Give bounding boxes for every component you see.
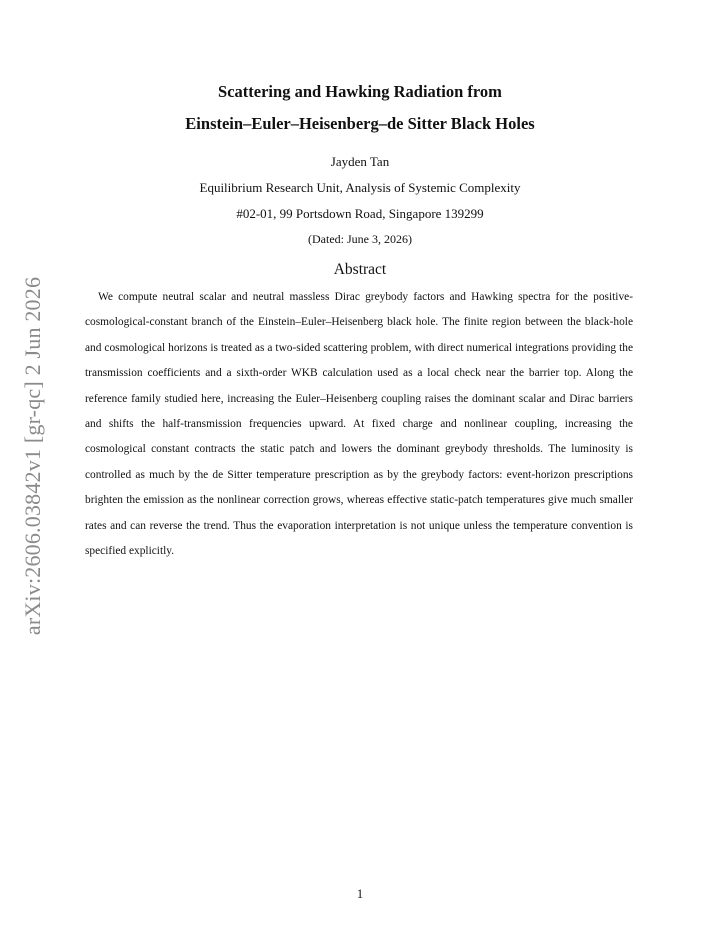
abstract-heading: Abstract <box>333 261 387 278</box>
page-number: 1 <box>356 887 364 901</box>
title-line-2: Einstein–Euler–Heisenberg–de Sitter Black Holes <box>185 114 535 133</box>
title-line-1: Scattering and Hawking Radiation from <box>218 82 502 101</box>
abstract-text: We compute neutral scalar and neutral massless Dirac greybody factors and Hawking spectra for the positive-cosmological-constant branch of the Einstein–Euler–Heisenberg black hole. The finite region between the black-hole and cosmological horizons is treated as a two-sided scattering problem, with direct numerical integrations providing the transmission coefficients and a sixth-order WKB calculation used as a local check near the barrier top. Along the reference family studied here, increasing the Euler–Heisenberg coupling raises the dominant scalar and Dirac barriers and shifts the half-transmission frequencies upward. At fixed charge and nonlinear coupling, increasing the cosmological constant contracts the static patch and lowers the dominant greybody thresholds. The luminosity is controlled as much by the de Sitter temperature prescription as by the greybody factors: event-horizon prescriptions brighten the emission as the nonlinear correction grows, whereas effective static-patch temperatures give much smaller rates and can reverse the trend. Thus the evaporation interpretation is not unique unless the temperature convention is specified explicitly. <box>85 291 633 558</box>
affiliation-line-2: #02-01, 99 Portsdown Road, Singapore 139299 <box>236 206 484 221</box>
paper-title <box>0 76 720 140</box>
affiliation-line-1: Equilibrium Research Unit, Analysis of Systemic Complexity <box>199 180 521 195</box>
author-name: Jayden Tan <box>330 154 390 169</box>
dated-line: (Dated: June 3, 2026) <box>308 232 412 246</box>
arxiv-identifier-stamp: arXiv:2606.03842v1 [gr-qc] 2 Jun 2026 <box>20 276 45 636</box>
